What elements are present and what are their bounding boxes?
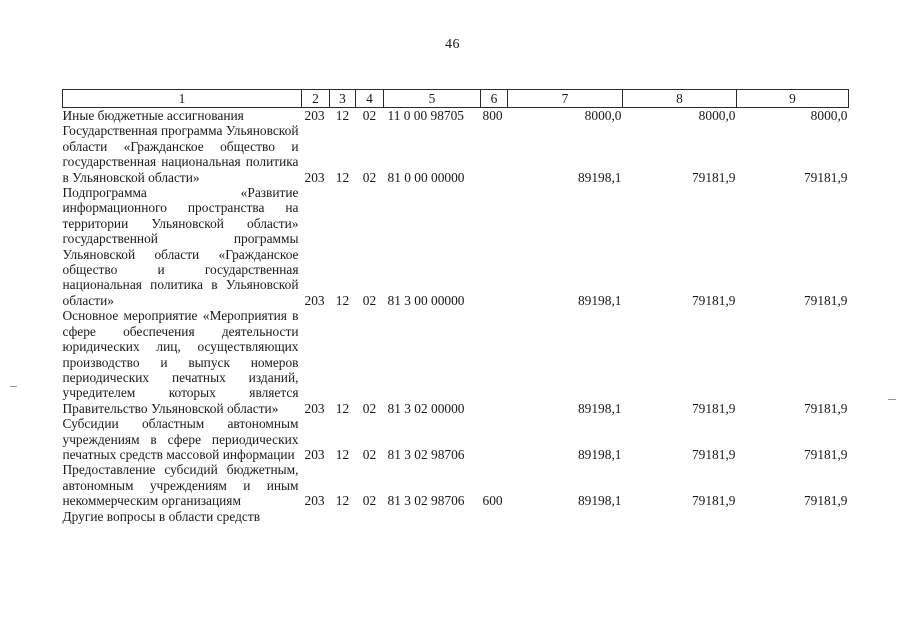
header-col-7: 7 [508,90,623,108]
row-target-article: 81 3 02 00000 [387,400,465,416]
header-col-4: 4 [356,90,384,108]
table-row [63,123,849,185]
header-col-1: 1 [63,90,302,108]
row-subsection: 02 [362,400,377,416]
table-row [63,462,849,508]
scan-speck-right [888,399,896,400]
row-grbs: 203 [304,292,325,308]
row-amount-col7: 89198,1 [577,446,622,462]
row-name: Иные бюджетные ассигнования [62,108,244,123]
row-amount-col8: 79181,9 [691,169,736,185]
row-grbs: 203 [304,400,325,416]
row-subsection [356,509,384,524]
row-amount-col7: 89198,1 [577,400,622,416]
header-col-6: 6 [481,90,508,108]
header-col-5: 5 [384,90,481,108]
row-amount-col8: 79181,9 [691,292,736,308]
table-row [63,308,849,416]
header-col-9: 9 [737,90,849,108]
row-expense-type [481,509,508,524]
row-section: 12 [335,292,350,308]
row-amount-col9: 79181,9 [803,292,848,308]
scan-speck-left [10,386,17,387]
row-amount-col7: 89198,1 [577,169,622,185]
row-name: Субсидии областным автономным учреждениям в сфере периодических печатных средств массовой информации [62,416,299,462]
table-row [63,185,849,308]
row-subsection: 02 [362,292,377,308]
row-target-article: 81 0 00 00000 [387,169,465,185]
row-section: 12 [335,108,350,123]
row-amount-col8 [623,509,737,524]
row-grbs [302,509,330,524]
row-amount-col8: 79181,9 [691,446,736,462]
row-amount-col8: 8000,0 [698,108,736,123]
row-name: Основное мероприятие «Мероприятия в сфере обеспечения деятельности юридических лиц, осуществляющих производство и выпуск номеров периодических печатных изданий, учредителем которых является Правительство Ульяновской области» [62,308,299,416]
table-row [63,108,849,124]
row-subsection: 02 [362,169,377,185]
row-amount-col7: 89198,1 [577,292,622,308]
row-amount-col7: 89198,1 [577,493,622,509]
row-amount-col7 [508,509,623,524]
table-row [63,416,849,462]
row-name: Подпрограмма «Развитие информационного пространства на территории Ульяновской области» государственной программы Ульяновской области «Гражданское общество и государственная национальная политика в Ульяновской области» [62,185,299,308]
row-amount-col7: 8000,0 [584,108,622,123]
row-amount-col8: 79181,9 [691,400,736,416]
row-expense-type [481,416,508,462]
row-amount-col8: 79181,9 [691,493,736,509]
row-expense-type [481,185,508,308]
row-target-article [384,509,481,524]
row-amount-col9: 79181,9 [803,493,848,509]
row-target-article: 81 3 02 98706 [387,446,465,462]
header-row [63,90,849,108]
table-body [63,108,849,524]
row-amount-col9: 79181,9 [803,446,848,462]
row-name: Государственная программа Ульяновской области «Гражданское общество и государственная национальная политика в Ульяновской области» [62,123,299,185]
row-section [330,509,356,524]
row-expense-type [481,123,508,185]
row-target-article: 81 3 00 00000 [387,292,465,308]
budget-table [62,89,849,524]
row-expense-type: 600 [482,493,503,509]
header-col-3: 3 [330,90,356,108]
row-amount-col9 [737,509,849,524]
row-name: Предоставление субсидий бюджетным, автономным учреждениям и иным некоммерческим организациям [62,462,299,509]
table-header [63,90,849,108]
row-amount-col9: 79181,9 [803,169,848,185]
row-target-article: 81 3 02 98706 [387,493,465,509]
row-grbs: 203 [304,446,325,462]
row-expense-type [481,308,508,416]
row-grbs: 203 [304,493,325,509]
row-amount-col9: 79181,9 [803,400,848,416]
row-grbs: 203 [304,108,325,123]
row-subsection: 02 [362,446,377,462]
header-col-2: 2 [302,90,330,108]
row-section: 12 [335,400,350,416]
row-target-article: 11 0 00 98705 [387,108,464,123]
row-amount-col9: 8000,0 [810,108,848,123]
page-number: 46 [445,37,460,52]
row-expense-type: 800 [482,108,503,123]
row-section: 12 [335,493,350,509]
row-grbs: 203 [304,169,325,185]
header-col-8: 8 [623,90,737,108]
row-subsection: 02 [362,493,377,509]
row-section: 12 [335,169,350,185]
row-section: 12 [335,446,350,462]
row-name: Другие вопросы в области средств [62,508,261,524]
table-row [63,509,849,524]
row-subsection: 02 [362,108,377,123]
